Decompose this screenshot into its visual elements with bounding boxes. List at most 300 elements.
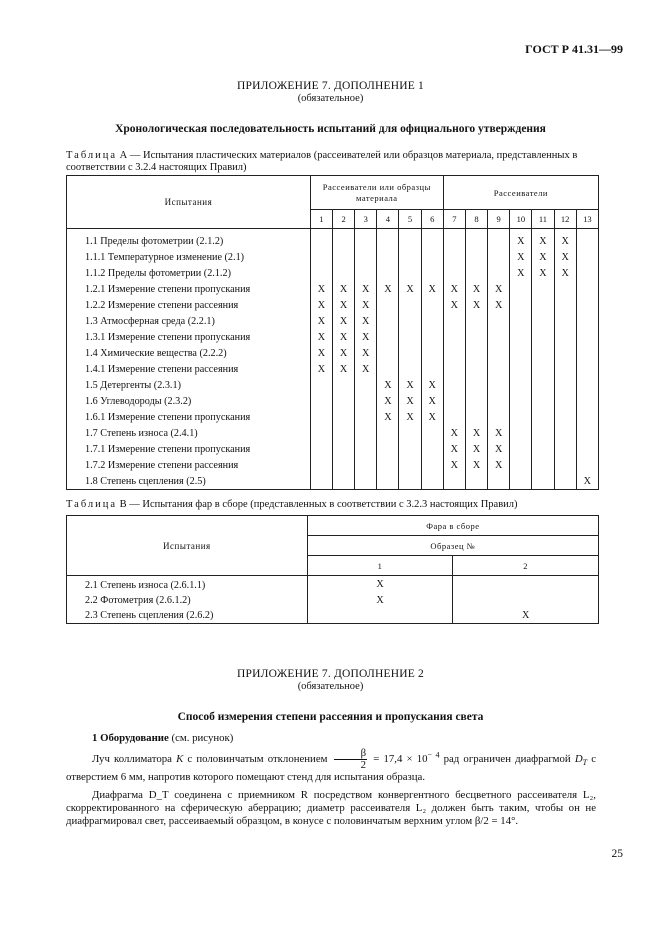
test-mark: X [332, 361, 354, 377]
test-mark: X [421, 393, 443, 409]
test-mark: X [377, 393, 399, 409]
test-mark [332, 409, 354, 425]
test-mark [377, 361, 399, 377]
test-mark: X [355, 297, 377, 313]
test-mark: X [421, 377, 443, 393]
table-a-caption-prefix: Таблица [66, 150, 118, 161]
table-row [67, 457, 599, 473]
test-name: 1.3.1 Измерение степени пропускания [67, 329, 311, 345]
test-mark [576, 345, 598, 361]
test-mark [355, 377, 377, 393]
table-row [67, 593, 599, 608]
test-mark: X [488, 425, 510, 441]
test-mark [421, 425, 443, 441]
table-a-col-number: 3 [355, 210, 377, 229]
section-title-rest: (см. рисунок) [168, 732, 234, 744]
test-mark [554, 345, 576, 361]
test-mark: X [443, 425, 465, 441]
test-name: 1.7 Степень износа (2.4.1) [67, 425, 311, 441]
test-mark [532, 441, 554, 457]
test-mark [421, 441, 443, 457]
table-a-col-number: 6 [421, 210, 443, 229]
table-row [67, 409, 599, 425]
test-mark [532, 393, 554, 409]
test-mark [443, 249, 465, 265]
test-mark [488, 393, 510, 409]
table-a-col-number: 7 [443, 210, 465, 229]
test-mark [465, 361, 487, 377]
table-row [67, 345, 599, 361]
test-mark [554, 441, 576, 457]
test-mark [554, 281, 576, 297]
test-mark [465, 265, 487, 281]
test-mark: X [399, 393, 421, 409]
test-name: 1.7.1 Измерение степени пропускания [67, 441, 311, 457]
test-mark: X [532, 229, 554, 250]
test-mark [453, 593, 599, 608]
table-a-col-number: 5 [399, 210, 421, 229]
table-a [66, 175, 599, 490]
test-mark [310, 249, 332, 265]
table-row [67, 393, 599, 409]
test-mark [307, 608, 453, 624]
test-mark: X [332, 313, 354, 329]
table-b-col-number: 2 [453, 556, 599, 576]
table-a-col-number: 12 [554, 210, 576, 229]
table-row [67, 441, 599, 457]
test-mark [332, 473, 354, 490]
test-mark [443, 313, 465, 329]
test-mark [377, 425, 399, 441]
test-mark [443, 473, 465, 490]
test-mark [488, 377, 510, 393]
test-mark [355, 265, 377, 281]
test-mark: X [465, 281, 487, 297]
test-mark [421, 265, 443, 281]
test-mark [355, 249, 377, 265]
test-mark [488, 249, 510, 265]
test-mark [488, 329, 510, 345]
test-mark [332, 425, 354, 441]
table-row [67, 329, 599, 345]
test-mark: X [453, 608, 599, 624]
paragraph-2: Диафрагма D_T соединена с приемником R посредством конвергентного бесцветного рассеивателя L₂, скорректированного на сферическую аберрацию; диаметр рассеивателя L₂ должен быть таким, чтобы он не диафрагмировал свет, рассеиваемый образцом, в конусе с половинчатым верхним углом β/2 = 14°. [66, 789, 596, 827]
test-mark [421, 361, 443, 377]
p1-text-c: = 17,4 × 10 [369, 752, 428, 765]
test-mark: X [510, 229, 532, 250]
test-name: 1.4 Химические вещества (2.2.2) [67, 345, 311, 361]
appendix2-subtitle: (обязательное) [297, 681, 364, 692]
test-mark [377, 297, 399, 313]
table-a-col-number: 11 [532, 210, 554, 229]
test-mark [399, 457, 421, 473]
test-name: 1.7.2 Измерение степени рассеяния [67, 457, 311, 473]
test-mark [421, 229, 443, 250]
test-mark [421, 297, 443, 313]
test-mark [576, 249, 598, 265]
test-mark [465, 377, 487, 393]
appendix1-title: ПРИЛОЖЕНИЕ 7. ДОПОЛНЕНИЕ 1 [237, 80, 424, 92]
table-a-header-tests: Испытания [67, 176, 311, 229]
test-mark: X [443, 441, 465, 457]
test-mark [421, 249, 443, 265]
test-mark: X [399, 281, 421, 297]
test-mark: X [332, 297, 354, 313]
test-name: 1.6 Углеводороды (2.3.2) [67, 393, 311, 409]
test-mark [532, 473, 554, 490]
table-row [67, 576, 599, 594]
test-mark [355, 409, 377, 425]
test-mark [532, 457, 554, 473]
test-mark [377, 345, 399, 361]
test-mark [465, 329, 487, 345]
test-mark [443, 265, 465, 281]
test-name: 2.2 Фотометрия (2.6.1.2) [67, 593, 308, 608]
test-mark: X [355, 281, 377, 297]
test-mark [399, 329, 421, 345]
test-mark [332, 265, 354, 281]
test-mark [510, 345, 532, 361]
test-mark [443, 377, 465, 393]
test-mark [465, 473, 487, 490]
test-mark [310, 409, 332, 425]
page-number: 25 [611, 848, 623, 860]
test-mark [554, 393, 576, 409]
test-mark [576, 441, 598, 457]
test-mark [576, 361, 598, 377]
table-a-col-number: 2 [332, 210, 354, 229]
p1-text-a: Луч коллиматора [92, 752, 177, 765]
test-mark: X [488, 441, 510, 457]
test-mark [465, 345, 487, 361]
test-mark [443, 393, 465, 409]
appendix1-subtitle: (обязательное) [297, 93, 364, 104]
test-mark [510, 281, 532, 297]
table-row [67, 229, 599, 250]
test-mark: X [355, 345, 377, 361]
test-mark [510, 297, 532, 313]
table-a-col-number: 9 [488, 210, 510, 229]
test-mark: X [310, 281, 332, 297]
test-mark: X [465, 457, 487, 473]
p1-text-e: с отверстием 6 мм, напротив которого помещают стенд для испытания образца. [66, 752, 597, 783]
test-mark: X [332, 329, 354, 345]
test-mark [510, 329, 532, 345]
test-name: 1.5 Детергенты (2.3.1) [67, 377, 311, 393]
test-mark: X [465, 441, 487, 457]
table-row [67, 608, 599, 624]
test-mark [399, 249, 421, 265]
test-mark [399, 229, 421, 250]
table-b-caption-prefix: Таблица [66, 499, 118, 510]
table-a-col-number: 13 [576, 210, 598, 229]
test-mark [310, 393, 332, 409]
section-number: 1 [92, 732, 98, 744]
test-mark [310, 229, 332, 250]
table-a-col-number: 4 [377, 210, 399, 229]
beta-half-fraction [334, 748, 368, 771]
table-b-header-group: Фара в сборе [307, 516, 598, 536]
test-mark [421, 345, 443, 361]
test-mark [399, 345, 421, 361]
test-mark [377, 473, 399, 490]
test-mark [355, 425, 377, 441]
test-mark: X [310, 361, 332, 377]
test-mark [443, 409, 465, 425]
test-mark: X [307, 593, 453, 608]
test-mark [332, 249, 354, 265]
p1-d-subscript: T [582, 758, 588, 768]
test-name: 1.3 Атмосферная среда (2.2.1) [67, 313, 311, 329]
table-row [67, 425, 599, 441]
test-mark [532, 409, 554, 425]
test-mark [510, 377, 532, 393]
test-mark: X [465, 425, 487, 441]
test-mark: X [554, 229, 576, 250]
test-mark [332, 377, 354, 393]
table-b [66, 515, 599, 624]
test-mark [443, 229, 465, 250]
test-mark [532, 361, 554, 377]
test-mark [465, 249, 487, 265]
section-title: Оборудование [100, 732, 169, 744]
test-mark [488, 229, 510, 250]
section-1-heading [66, 732, 596, 745]
test-mark: X [310, 297, 332, 313]
test-mark [576, 409, 598, 425]
test-mark [377, 313, 399, 329]
test-mark: X [554, 265, 576, 281]
table-b-caption-text: В — Испытания фар в сборе (представленных в соответствии с 3.2.3 настоящих Правил) [117, 499, 518, 510]
test-mark [532, 297, 554, 313]
p1-k-symbol: K [176, 752, 184, 765]
test-name: 1.2.2 Измерение степени рассеяния [67, 297, 311, 313]
test-mark [465, 409, 487, 425]
test-mark [554, 425, 576, 441]
test-mark [310, 457, 332, 473]
test-mark [465, 393, 487, 409]
test-mark [377, 265, 399, 281]
test-mark [510, 425, 532, 441]
test-mark: X [399, 377, 421, 393]
test-mark [355, 457, 377, 473]
table-a-header-group1: Рассеиватели или образцы материала [310, 176, 443, 210]
test-mark [421, 329, 443, 345]
test-name: 1.6.1 Измерение степени пропускания [67, 409, 311, 425]
table-b-header-sample: Образец № [307, 536, 598, 556]
test-mark [377, 229, 399, 250]
test-mark [576, 377, 598, 393]
p1-text-d: рад ограничен диафрагмой [439, 752, 575, 765]
test-mark [310, 441, 332, 457]
test-mark: X [443, 297, 465, 313]
test-mark: X [355, 361, 377, 377]
table-row [67, 361, 599, 377]
test-mark [355, 393, 377, 409]
test-mark [399, 265, 421, 281]
test-mark: X [488, 457, 510, 473]
table-b-header-tests: Испытания [67, 516, 308, 576]
test-mark [510, 409, 532, 425]
test-name: 1.8 Степень сцепления (2.5) [67, 473, 311, 490]
test-mark [443, 345, 465, 361]
table-row [67, 473, 599, 490]
test-mark [355, 229, 377, 250]
test-mark [443, 361, 465, 377]
test-mark: X [310, 329, 332, 345]
test-mark [576, 281, 598, 297]
test-mark [554, 361, 576, 377]
test-mark: X [332, 281, 354, 297]
test-name: 1.1.1 Температурное изменение (2.1) [67, 249, 311, 265]
test-mark [576, 297, 598, 313]
test-name: 1.1.2 Пределы фотометрии (2.1.2) [67, 265, 311, 281]
test-mark [310, 425, 332, 441]
table-row [67, 297, 599, 313]
test-mark [554, 473, 576, 490]
test-name: 1.1 Пределы фотометрии (2.1.2) [67, 229, 311, 250]
test-mark [532, 329, 554, 345]
test-mark [576, 329, 598, 345]
test-mark: X [443, 281, 465, 297]
test-mark: X [488, 281, 510, 297]
test-mark: X [443, 457, 465, 473]
test-mark [576, 457, 598, 473]
test-mark [576, 425, 598, 441]
test-mark [554, 377, 576, 393]
test-mark [377, 329, 399, 345]
table-a-col-number: 10 [510, 210, 532, 229]
test-mark [576, 265, 598, 281]
test-mark [399, 441, 421, 457]
test-mark [576, 229, 598, 250]
test-mark: X [332, 345, 354, 361]
test-mark [488, 313, 510, 329]
appendix2-title: ПРИЛОЖЕНИЕ 7. ДОПОЛНЕНИЕ 2 [237, 668, 424, 680]
test-name: 2.3 Степень сцепления (2.6.2) [67, 608, 308, 624]
test-mark [355, 473, 377, 490]
test-mark [554, 313, 576, 329]
test-mark [532, 377, 554, 393]
table-b-col-number: 1 [307, 556, 453, 576]
test-mark: X [532, 249, 554, 265]
test-mark [554, 409, 576, 425]
test-mark [488, 265, 510, 281]
test-mark [399, 313, 421, 329]
test-mark [310, 473, 332, 490]
test-mark: X [307, 576, 453, 594]
test-mark [465, 313, 487, 329]
test-mark: X [488, 297, 510, 313]
test-name: 1.4.1 Измерение степени рассеяния [67, 361, 311, 377]
test-mark [332, 457, 354, 473]
table-a-caption [66, 150, 606, 174]
test-mark [377, 457, 399, 473]
test-mark [332, 393, 354, 409]
test-mark [453, 576, 599, 594]
standard-number: ГОСТ Р 41.31—99 [525, 42, 623, 56]
test-mark [377, 441, 399, 457]
test-mark [399, 425, 421, 441]
test-mark: X [421, 409, 443, 425]
test-mark: X [355, 313, 377, 329]
test-mark: X [554, 249, 576, 265]
test-mark: X [310, 313, 332, 329]
test-mark [399, 297, 421, 313]
table-b-caption [66, 499, 606, 511]
table-row [67, 265, 599, 281]
test-mark: X [510, 249, 532, 265]
test-mark [488, 345, 510, 361]
table-a-header-group2: Рассеиватели [443, 176, 598, 210]
test-name: 1.2.1 Измерение степени пропускания [67, 281, 311, 297]
test-mark [399, 361, 421, 377]
table-row [67, 313, 599, 329]
test-name: 2.1 Степень износа (2.6.1.1) [67, 576, 308, 594]
table-a-caption-text: А — Испытания пластических материалов (рассеивателей или образцов материала, представленных в соответствии с 3.2.4 настоящих Правил) [66, 150, 578, 173]
test-mark [510, 361, 532, 377]
test-mark: X [399, 409, 421, 425]
test-mark [510, 393, 532, 409]
test-mark: X [377, 377, 399, 393]
table-row [67, 377, 599, 393]
table-row [67, 249, 599, 265]
test-mark [532, 313, 554, 329]
test-mark [488, 361, 510, 377]
test-mark [332, 441, 354, 457]
test-mark [443, 329, 465, 345]
test-mark [510, 473, 532, 490]
test-mark [355, 441, 377, 457]
test-mark [510, 457, 532, 473]
p1-d-symbol: D [574, 752, 583, 765]
test-mark [465, 229, 487, 250]
p1-text-b: с половинчатым отклонением [183, 752, 332, 765]
test-mark [554, 329, 576, 345]
test-mark: X [421, 281, 443, 297]
appendix2-heading: Способ измерения степени рассеяния и пропускания света [177, 711, 484, 723]
test-mark [576, 313, 598, 329]
test-mark [332, 229, 354, 250]
test-mark [576, 393, 598, 409]
test-mark: X [510, 265, 532, 281]
fraction-numerator: β [334, 748, 368, 760]
appendix1-heading: Хронологическая последовательность испытаний для официального утверждения [115, 123, 546, 135]
test-mark [554, 297, 576, 313]
test-mark [488, 409, 510, 425]
test-mark [421, 457, 443, 473]
table-a-col-number: 1 [310, 210, 332, 229]
test-mark: X [377, 281, 399, 297]
fraction-denominator: 2 [360, 759, 367, 771]
test-mark [421, 473, 443, 490]
test-mark [532, 425, 554, 441]
test-mark [399, 473, 421, 490]
test-mark [421, 313, 443, 329]
test-mark [310, 265, 332, 281]
test-mark [532, 281, 554, 297]
test-mark [510, 441, 532, 457]
table-a-col-number: 8 [465, 210, 487, 229]
table-row [67, 281, 599, 297]
test-mark [488, 473, 510, 490]
test-mark: X [532, 265, 554, 281]
test-mark [532, 345, 554, 361]
test-mark: X [310, 345, 332, 361]
test-mark: X [355, 329, 377, 345]
test-mark [310, 377, 332, 393]
test-mark: X [377, 409, 399, 425]
